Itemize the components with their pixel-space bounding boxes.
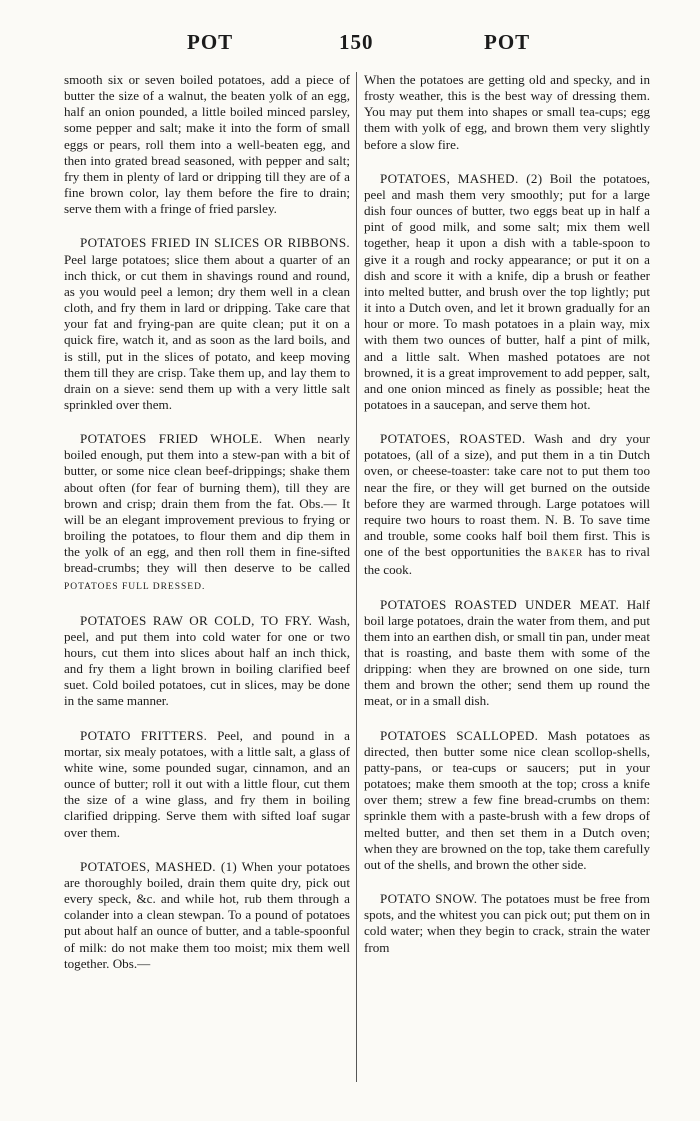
header-left-word: POT [187, 30, 234, 54]
smallcaps-phrase: BAKER [546, 549, 584, 560]
recipe-title: POTATOES FRIED WHOLE. [80, 431, 263, 447]
recipe-text: Wash and dry your potatoes, (all of a size), and put them in a tin Dutch oven, or cheese-toaster: take care not to put them too near the fire, or they will get burned on the outside before they are warmed through. Large potatoes will require two hours to roast them. N. B. To save time and trouble, some cooks half boil them first. This is one of the best opportunities the [364, 431, 650, 560]
recipe-text: Peel large potatoes; slice them about a quarter of an inch thick, or cut them in shavings round and round, as you would peel a lemon; dry them well in a clean cloth, and fry them in lard or dripping. Take care that your fat and frying-pan are quite clean; put it on a quick fire, watch it, and as soon as the lard boils, and is still, put in the slices of potato, and keep moving them till they are crisp. Take them up, and lay them to drain on a sieve: send them up with a very little salt sprinkled over them. [64, 251, 350, 412]
recipe-title: POTATOES, MASHED. (2) [380, 170, 543, 186]
recipe-entry [364, 597, 650, 710]
recipe-entry [64, 235, 350, 413]
recipe-entry [64, 728, 350, 841]
right-column [364, 72, 650, 956]
recipe-entry [364, 891, 650, 956]
recipe-entry [64, 859, 350, 972]
recipe-text: When nearly boiled enough, put them into a stew-pan with a bit of butter, or some nice clean beef-drippings; shake them about often (for fear of burning them), till they are brown and crisp; drain them from the fat. Obs.— It will be an elegant improvement previous to frying or broiling the potatoes, to flour them and dip them in the yolk of an egg, and then roll them in fine-sifted bread-crumbs; they will then deserve to be called [64, 431, 350, 576]
recipe-entry [364, 431, 650, 578]
recipe-text: The potatoes must be free from spots, and the whitest you can pick out; put them on in cold water; when they begin to crack, strain the water from [364, 891, 650, 955]
recipe-text: Boil the potatoes, peel and mash them very smoothly; put for a large dish four ounces of butter, two eggs beat up in half a pint of good milk, and some salt; mix them well together, heap it upon a dish with a table-spoon to give it a rough and rocky appearance; or put it on a dish and score it with a knife, dip a brush or feather into melted butter, and brush over the top lightly; put it into a Dutch oven, and let it brown gradually for an hour or more. To mash potatoes in a plain way, mix with them two ounces of butter, half a pint of milk, and a little salt. When mashed potatoes are not browned, it is a great improvement to add pepper, salt, and one onion minced as finely as possible; heat the potatoes in a saucepan, and serve them hot. [364, 170, 650, 412]
page-number: 150 [339, 30, 374, 54]
recipe-text: When your potatoes are thoroughly boiled, drain them quite dry, pick out every speck, &c. and while hot, rub them through a colander into a clean stewpan. To a pound of potatoes put about half an ounce of butter, and a table-spoonful of milk: do not make them too moist; mix them well together. Obs.— [64, 858, 351, 971]
recipe-title: POTATO SNOW. [380, 891, 478, 907]
recipe-title: POTATOES FRIED IN SLICES OR RIBBONS. [80, 235, 350, 251]
continued-text: smooth six or seven boiled potatoes, add a piece of butter the size of a walnut, the beaten yolk of an egg, half an onion pounded, a little boiled minced parsley, some pepper and salt; make it into the form of small eggs or pears, roll them into a well-beaten egg, and then into grated bread seasoned, with pepper and salt; fry them in plenty of lard or dripping till they are of a fine brown color, lay them before the fire to drain; serve them with a fringe of fried parsley. [64, 72, 350, 217]
recipe-text: Mash potatoes as directed, then butter some nice clean scollop-shells, patty-pans, or tea-cups or saucers; put in your potatoes; make them smooth at the top; cross a knife over them; strew a few fine bread-crumbs on them: sprinkle them with a paste-brush with a few drops of melted butter, and then set them in a Dutch oven; when they are browned on the top, take them carefully out of the shells, and brown the other side. [364, 727, 650, 872]
recipe-entry [364, 171, 650, 413]
smallcaps-phrase: POTATOES FULL DRESSED. [64, 581, 206, 592]
recipe-text-tail: has to rival the cook. [364, 544, 650, 578]
recipe-title: POTATOES, ROASTED. [380, 431, 526, 447]
column-divider [356, 72, 357, 1082]
recipe-title: POTATOES, MASHED. (1) [80, 858, 238, 874]
recipe-title: POTATO FRITTERS. [80, 727, 208, 743]
recipe-entry [64, 613, 350, 710]
running-header [0, 30, 700, 62]
recipe-entry [364, 728, 650, 873]
recipe-entry [64, 431, 350, 595]
recipe-text: Wash, peel, and put them into cold water for one or two hours, cut them into slices about half an inch thick, and fry them a light brown in boiling clarified beef suet. Cold boiled potatoes, cut in slices, may be done in the same manner. [64, 612, 350, 709]
header-right-word: POT [484, 30, 531, 54]
recipe-title: POTATOES RAW OR COLD, TO FRY. [80, 612, 313, 628]
recipe-text: Peel, and pound in a mortar, six mealy potatoes, with a little salt, a glass of white wine, some pounded sugar, cinnamon, and an ounce of butter; roll it out with a little flour, cut them the size of a wine glass, and fry them in boiling clarified dripping. Serve them with sifted loaf sugar over them. [64, 727, 350, 840]
continued-text: When the potatoes are getting old and specky, and in frosty weather, this is the best way of dressing them. You may put them into shapes or small tea-cups; egg them with yolk of egg, and brown them very slightly before a slow fire. [364, 72, 650, 152]
recipe-title: POTATOES SCALLOPED. [380, 727, 539, 743]
left-column [64, 72, 350, 972]
recipe-text: Half boil large potatoes, drain the water from them, and put them into an earthen dish, or small tin pan, under meat that is roasting, and baste them with some of the dripping: when they are browned on one side, turn them and brown the other; send them up round the meat, or in a small dish. [364, 596, 650, 709]
recipe-title: POTATOES ROASTED UNDER MEAT. [380, 596, 620, 612]
